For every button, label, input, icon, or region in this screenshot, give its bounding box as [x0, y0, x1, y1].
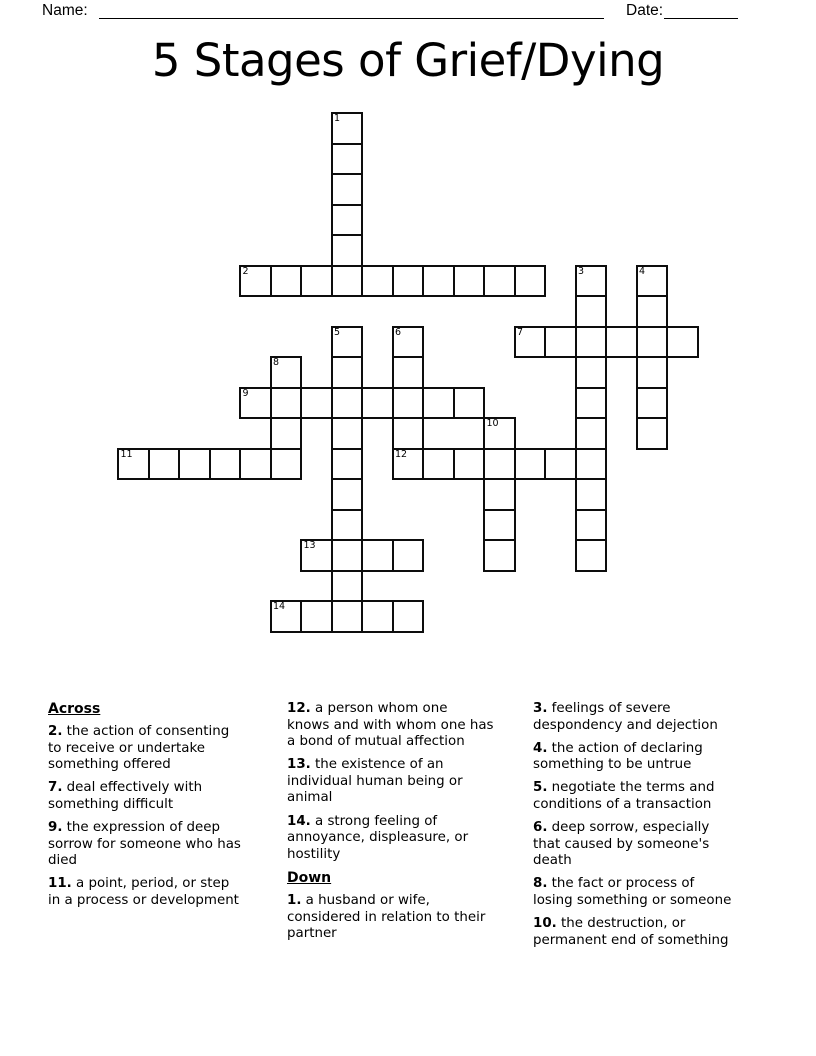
cell-number: 9: [242, 387, 249, 399]
grid-cell[interactable]: [392, 448, 425, 481]
grid-cell[interactable]: [239, 265, 272, 298]
grid-cell[interactable]: [331, 234, 364, 267]
clue-number: 1.: [287, 892, 302, 908]
grid-cell[interactable]: [514, 448, 547, 481]
clue-number: 11.: [48, 876, 72, 892]
grid-cell[interactable]: [331, 387, 364, 420]
grid-cell[interactable]: [636, 356, 669, 389]
grid-cell[interactable]: [392, 387, 425, 420]
grid-cell[interactable]: [575, 326, 608, 359]
grid-cell[interactable]: [453, 265, 486, 298]
grid-cell[interactable]: [239, 448, 272, 481]
grid-cell[interactable]: [422, 448, 455, 481]
clue-7: [48, 780, 286, 813]
grid-cell[interactable]: [422, 265, 455, 298]
grid-cell[interactable]: [270, 387, 303, 420]
clue-text: the fact or process of losing something or someone: [533, 876, 732, 908]
grid-cell[interactable]: [636, 326, 669, 359]
grid-cell[interactable]: [392, 417, 425, 450]
grid-cell[interactable]: [331, 417, 364, 450]
clue-8: [533, 876, 785, 909]
clue-text: a person whom one knows and with whom one has a bond of mutual affection: [287, 701, 494, 750]
page-title: 5 Stages of Grief/Dying: [151, 34, 665, 87]
clue-column-1: [48, 701, 286, 916]
clue-9: [48, 820, 286, 870]
down-heading: Down: [287, 869, 332, 886]
grid-cell[interactable]: [300, 539, 333, 572]
grid-cell[interactable]: [270, 356, 303, 389]
clue-number: 3.: [533, 701, 548, 716]
clue-text: a husband or wife, considered in relation to their partner: [287, 892, 486, 942]
grid-cell[interactable]: [575, 509, 608, 542]
grid-cell[interactable]: [270, 448, 303, 481]
clue-text: feelings of severe despondency and dejection: [533, 701, 718, 733]
cell-number: 10: [486, 418, 499, 429]
grid-cell[interactable]: [239, 387, 272, 420]
clue-column-3: [533, 701, 785, 956]
across-heading: Across: [48, 701, 101, 717]
grid-cell[interactable]: [331, 570, 364, 603]
grid-cell[interactable]: [331, 326, 364, 359]
clue-text: a point, period, or step in a process or development: [48, 876, 239, 908]
cell-number: 1: [334, 113, 341, 124]
grid-cell[interactable]: [636, 295, 669, 328]
grid-cell[interactable]: [300, 265, 333, 298]
grid-cell[interactable]: [361, 387, 394, 420]
grid-cell[interactable]: [514, 265, 547, 298]
grid-cell[interactable]: [483, 539, 516, 572]
cell-number: 13: [303, 540, 316, 551]
clue-text: deal effectively with something difficult: [48, 780, 203, 812]
cell-number: 8: [273, 357, 280, 368]
clue-4: [533, 741, 785, 774]
cell-number: 14: [273, 601, 286, 612]
grid-cell[interactable]: [575, 295, 608, 328]
clue-number: 5.: [533, 780, 548, 796]
date-label: Date:: [626, 2, 664, 19]
cell-number: 12: [395, 448, 408, 460]
clue-number: 8.: [533, 876, 548, 892]
grid-cell[interactable]: [575, 417, 608, 450]
grid-cell[interactable]: [209, 448, 242, 481]
grid-cell[interactable]: [331, 356, 364, 389]
clue-14: [287, 814, 533, 864]
grid-cell[interactable]: [422, 387, 455, 420]
clue-text: the action of consenting to receive or undertake something offered: [48, 724, 230, 773]
clue-number: 14.: [287, 813, 311, 829]
cell-number: 2: [242, 265, 249, 277]
grid-cell[interactable]: [483, 509, 516, 542]
clue-text: negotiate the terms and conditions of a transaction: [533, 780, 715, 812]
grid-cell[interactable]: [331, 448, 364, 481]
grid-cell[interactable]: [331, 173, 364, 206]
cell-number: 4: [639, 265, 646, 277]
clue-10: [533, 916, 785, 949]
grid-cell[interactable]: [331, 539, 364, 572]
clue-column-2: [287, 701, 533, 949]
grid-cell[interactable]: [270, 265, 303, 298]
grid-cell[interactable]: [575, 356, 608, 389]
clue-text: the existence of an individual human being or animal: [287, 757, 463, 806]
grid-cell[interactable]: [148, 448, 181, 481]
clue-number: 2.: [48, 724, 63, 740]
grid-cell[interactable]: [117, 448, 150, 481]
clue-5: [533, 780, 785, 813]
grid-cell[interactable]: [178, 448, 211, 481]
grid-cell[interactable]: [331, 204, 364, 237]
grid-cell[interactable]: [270, 417, 303, 450]
clue-2: [48, 724, 286, 774]
grid-cell[interactable]: [575, 387, 608, 420]
grid-cell[interactable]: [300, 600, 333, 633]
grid-cell[interactable]: [636, 265, 669, 298]
grid-cell[interactable]: [392, 539, 425, 572]
clue-number: 4.: [533, 740, 548, 756]
grid-cell[interactable]: [331, 112, 364, 145]
clue-12: [287, 701, 533, 751]
grid-cell[interactable]: [483, 448, 516, 481]
grid-cell[interactable]: [544, 326, 577, 359]
clue-11: [48, 876, 286, 909]
grid-cell[interactable]: [575, 265, 608, 298]
clue-text: a strong feeling of annoyance, displeasure, or hostility: [287, 813, 469, 862]
cell-number: 3: [578, 265, 585, 277]
clue-number: 7.: [48, 780, 63, 796]
grid-cell[interactable]: [666, 326, 699, 359]
grid-cell[interactable]: [331, 143, 364, 176]
grid-cell[interactable]: [544, 448, 577, 481]
grid-cell[interactable]: [605, 326, 638, 359]
grid-cell[interactable]: [514, 326, 547, 359]
grid-cell[interactable]: [575, 448, 608, 481]
grid-cell[interactable]: [453, 448, 486, 481]
grid-cell[interactable]: [575, 478, 608, 511]
clue-text: deep sorrow, especially that caused by someone's death: [533, 820, 710, 869]
clue-number: 6.: [533, 820, 548, 836]
clue-text: the expression of deep sorrow for someone who has died: [48, 820, 241, 869]
grid-cell[interactable]: [331, 265, 364, 298]
clue-3: [533, 701, 785, 734]
grid-cell[interactable]: [483, 478, 516, 511]
grid-cell[interactable]: [636, 417, 669, 450]
clue-1: [287, 893, 533, 943]
cell-number: 6: [395, 326, 402, 338]
grid-cell[interactable]: [636, 387, 669, 420]
cell-number: 5: [334, 326, 341, 338]
grid-cell[interactable]: [270, 600, 303, 633]
grid-cell[interactable]: [300, 387, 333, 420]
name-label: Name:: [42, 2, 88, 19]
grid-cell[interactable]: [392, 356, 425, 389]
clue-number: 12.: [287, 701, 311, 716]
grid-cell[interactable]: [392, 600, 425, 633]
clue-number: 13.: [287, 757, 311, 773]
grid-cell[interactable]: [361, 539, 394, 572]
grid-cell[interactable]: [453, 387, 486, 420]
cell-number: 11: [120, 448, 133, 460]
grid-cell[interactable]: [331, 600, 364, 633]
clue-13: [287, 757, 533, 807]
grid-cell[interactable]: [483, 265, 516, 298]
clue-text: the action of declaring something to be untrue: [533, 740, 703, 773]
clue-6: [533, 820, 785, 870]
clue-number: 9.: [48, 820, 63, 836]
cell-number: 7: [517, 326, 524, 338]
grid-cell[interactable]: [483, 417, 516, 450]
grid-cell[interactable]: [361, 600, 394, 633]
clue-text: the destruction, or permanent end of something: [533, 916, 729, 948]
grid-cell[interactable]: [392, 326, 425, 359]
grid-cell[interactable]: [331, 509, 364, 542]
grid-cell[interactable]: [361, 265, 394, 298]
clue-number: 10.: [533, 916, 557, 932]
grid-cell[interactable]: [392, 265, 425, 298]
grid-cell[interactable]: [331, 478, 364, 511]
grid-cell[interactable]: [575, 539, 608, 572]
